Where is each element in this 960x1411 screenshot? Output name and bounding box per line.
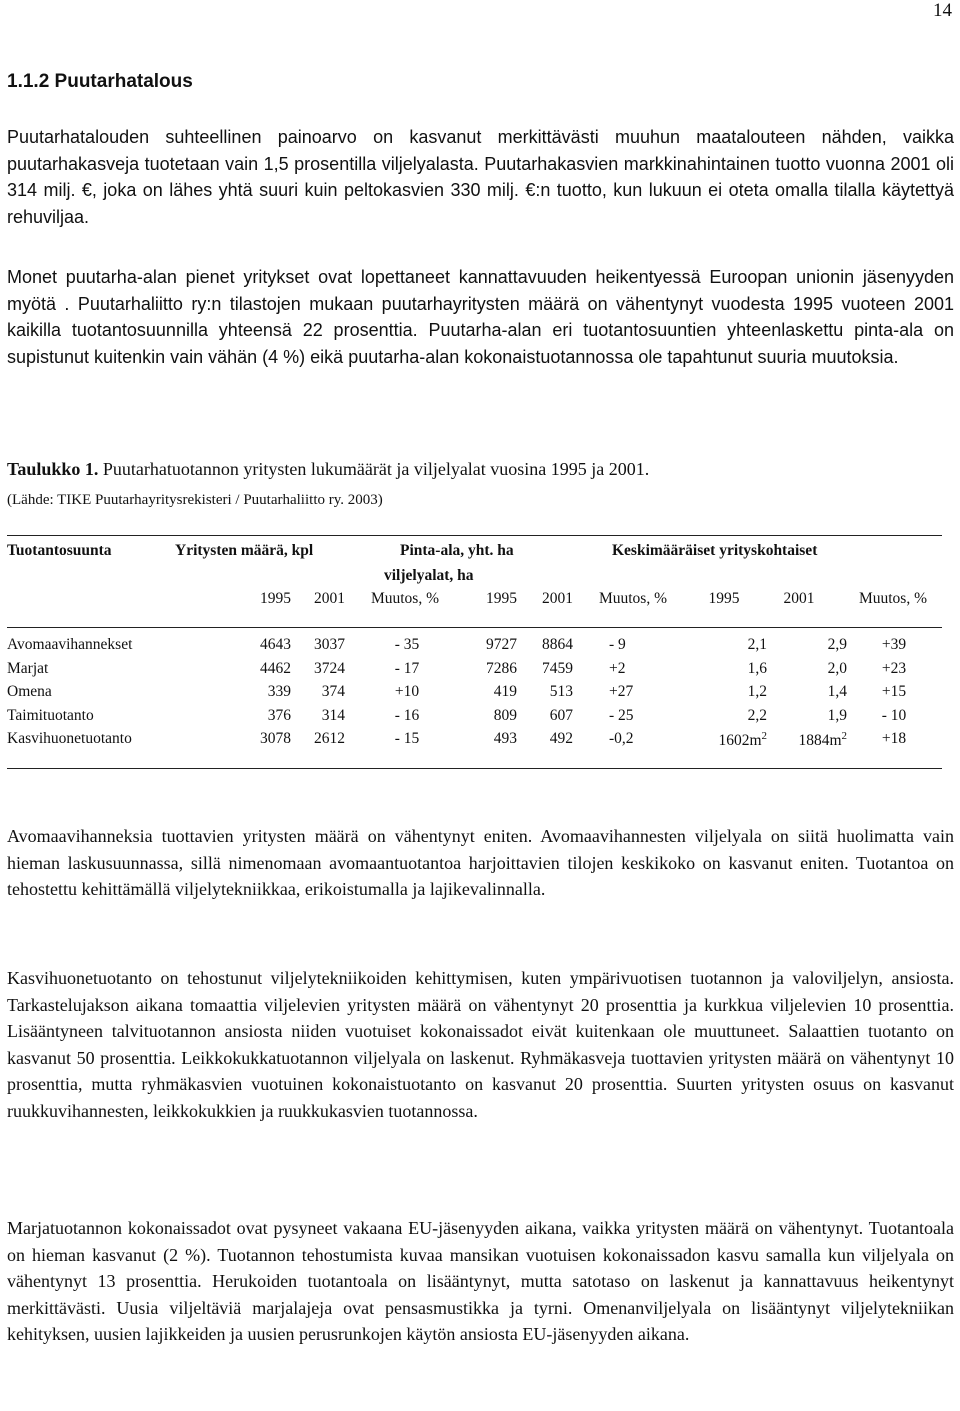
header-area-line2: viljelyalat, ha (384, 567, 474, 584)
cell-area-change: - 9 (609, 636, 626, 653)
cell-direction: Marjat (7, 659, 49, 677)
subheader-avg-2001: 2001 (783, 590, 815, 607)
page-number: 14 (933, 0, 952, 21)
cell-direction: Avomaavihannekset (7, 636, 133, 653)
sme-paragraph: Monet puutarha-alan pienet yritykset ovat lopettaneet kannattavuuden heikentyessä Euroopan unionin jäsenyyden myötä . Puutarhaliitto ry:n tilastojen mukaan puutarhayritysten määrä on vähentynyt vuodesta 1995 vuoteen 2001 kaikilla tuotantosuunnilla yhteensä 22 prosenttia. Puutarha-alan eri tuotantosuuntien yhteenlaskettu pinta-ala on supistunut kuitenkin vain vähän (4 %) eikä puutarha-alan kokonaistuotannossa ole tapahtunut suuria muutoksia. (7, 267, 954, 367)
subheader-avg-change: Muutos, % (858, 590, 928, 607)
cell-companies-change: - 17 (394, 659, 420, 677)
subheader-area-1995: 1995 (486, 590, 517, 607)
cell-area-change: +27 (609, 683, 634, 700)
cell-area-change: -0,2 (609, 730, 634, 747)
unit-superscript: 2 (841, 730, 847, 742)
cell-avg-change: +15 (881, 683, 907, 700)
header-average: Keskimääräiset yrityskohtaiset (612, 542, 818, 559)
cell-avg-change: +39 (881, 636, 907, 653)
table-caption-label: Taulukko 1. (7, 459, 99, 479)
cell-avg-change: - 10 (881, 706, 907, 724)
cell-companies-change: - 35 (394, 636, 420, 653)
cell-area-change: +2 (609, 659, 626, 677)
cell-companies-2001: 314 (321, 706, 345, 724)
table-top-rule (7, 535, 942, 536)
cell-companies-change: - 15 (394, 730, 420, 747)
cell-area-2001: 7459 (542, 659, 573, 677)
cell-area-1995: 419 (493, 683, 517, 700)
header-area-line1: Pinta-ala, yht. ha (400, 542, 514, 559)
cell-avg-2001: 1,9 (827, 706, 847, 724)
cell-avg-1995: $1602m^2$ (718, 730, 767, 750)
unit-superscript: 2 (761, 730, 767, 742)
cell-avg-change: +18 (881, 730, 907, 747)
berries-paragraph: Marjatuotannon kokonaissadot ovat pysyneet vakaana EU-jäsenyyden aikana, vaikka yritysten määrä on vähentynyt. Tuotantoala on hieman kasvanut (2 %). Tuotannon tehostumista kuvaa mansikan vuotuisen kokonaissadon kasvu samalla kun viljelyala on vähentynyt 13 prosenttia. Herukoiden tuotantoala on lisääntynyt, mutta satotaso on laskenut ja kannattavuus heikentynyt merkittävästi. Uusia viljeltäviä marjalajeja ovat pensasmustikka ja tyrni. Omenanviljelyala on lisääntynyt viljelytekniikan kehityksen, uusien lajikkeiden ja uusien perusrunkojen käytön ansiosta EU-jäsenyyden aikana. (7, 1218, 954, 1344)
cell-avg-2001: $1884m^2$ (798, 730, 847, 750)
cell-companies-2001: 3724 (314, 659, 345, 677)
cell-area-1995: 9727 (486, 636, 517, 653)
cell-avg-2001: 2,0 (827, 659, 847, 677)
cell-companies-1995: 376 (267, 706, 291, 724)
header-direction: Tuotantosuunta (7, 542, 112, 559)
cell-direction: Taimituotanto (7, 706, 94, 724)
cell-area-2001: 8864 (542, 636, 573, 653)
cell-area-change: - 25 (609, 706, 634, 724)
subheader-area-change: Muutos, % (598, 590, 668, 607)
cell-companies-1995: 3078 (260, 730, 291, 747)
table-caption-text: Puutarhatuotannon yritysten lukumäärät ja viljelyalat vuosina 1995 ja 2001. (98, 459, 650, 479)
cell-companies-1995: 339 (267, 683, 291, 700)
cell-avg-2001: 2,9 (827, 636, 847, 653)
cell-companies-2001: 2612 (314, 730, 345, 747)
cell-companies-2001: 3037 (314, 636, 345, 653)
cell-avg-2001: 1,4 (827, 683, 847, 700)
table-bottom-rule (7, 768, 942, 769)
cell-avg-1995: 2,2 (747, 706, 767, 724)
cell-area-2001: 492 (549, 730, 573, 747)
greenhouse-paragraph: Kasvihuonetuotanto on tehostunut viljelytekniikoiden kehittymisen, kuten ympärivuotisen tuotannon ja valoviljelyn, ansiosta. Tarkastelujakson aikana tomaattia viljelevien yritysten määrä on vähentynyt 20 prosenttia ja kurkkua viljelevien 10 prosenttia. Lisääntyneen talvituotannon ansiosta niiden vuotuiset kokonaissadot eivät kuitenkaan ole muuttuneet. Salaattien tuotanto on kasvanut 50 prosenttia. Leikkokukkatuotannon viljelyala on laskenut. Ryhmäkasveja tuottavien yritysten määrä on vähentynyt 10 prosenttia, mutta ryhmäkasvien vuotuinen kokonaistuotanto on kasvanut 20 prosenttia. Suurten yritysten osuus on kasvanut ruukkuvihannesten, leikkokukkien ja ruukkukasvien tuotannossa. (7, 968, 954, 1121)
cell-avg-1995: 2,1 (747, 636, 767, 653)
header-companies: Yritysten määrä, kpl (175, 542, 314, 559)
cell-companies-2001: 374 (321, 683, 345, 700)
subheader-companies-2001: 2001 (314, 590, 345, 607)
cell-area-1995: 493 (493, 730, 517, 747)
section-heading: 1.1.2 Puutarhatalous (7, 71, 193, 92)
cell-avg-1995: 1,2 (747, 683, 767, 700)
cell-companies-change: - 16 (394, 706, 420, 724)
table-source: (Lähde: TIKE Puutarhayritysrekisteri / Puutarhaliitto ry. 2003) (7, 492, 383, 508)
cell-companies-change: +10 (394, 683, 420, 700)
cell-area-1995: 809 (493, 706, 517, 724)
cell-companies-1995: 4643 (260, 636, 291, 653)
outdoor-vegetables-paragraph: Avomaavihanneksia tuottavien yritysten määrä on vähentynyt eniten. Avomaavihannesten viljelyala on siitä huolimatta vain hieman laskusuunnassa, sillä nimenomaan avomaantuotantoa harjoittavien tilojen keskikoko on kasvanut eniten. Tuotantoa on tehostettu kehittämällä viljelytekniikkaa, erikoistumalla ja lajikevalinnalla. (7, 826, 954, 899)
subheader-companies-1995: 1995 (260, 590, 291, 607)
table-header-rule (7, 627, 942, 628)
cell-direction: Omena (7, 683, 52, 700)
cell-area-1995: 7286 (486, 659, 517, 677)
cell-area-2001: 607 (549, 706, 573, 724)
cell-companies-1995: 4462 (260, 659, 291, 677)
subheader-avg-1995: 1995 (708, 590, 740, 607)
cell-direction: Kasvihuonetuotanto (7, 730, 132, 747)
table-caption (7, 456, 954, 482)
cell-avg-1995: 1,6 (747, 659, 767, 677)
cell-avg-change: +23 (881, 659, 907, 677)
subheader-area-2001: 2001 (542, 590, 573, 607)
cell-area-2001: 513 (549, 683, 573, 700)
subheader-companies-change: Muutos, % (370, 590, 440, 607)
intro-paragraph: Puutarhatalouden suhteellinen painoarvo on kasvanut merkittävästi muuhun maatalouteen nähden, vaikka puutarhakasveja tuotetaan vain 1,5 prosentilla viljelyalasta. Puutarhakasvien markkinahintainen tuotto vuonna 2001 oli 314 milj. €, joka on lähes yhtä suuri kuin peltokasvien 330 milj. €:n tuotto, kun lukuun ei oteta omalla tilalla käytettyä rehuviljaa. (7, 127, 954, 227)
